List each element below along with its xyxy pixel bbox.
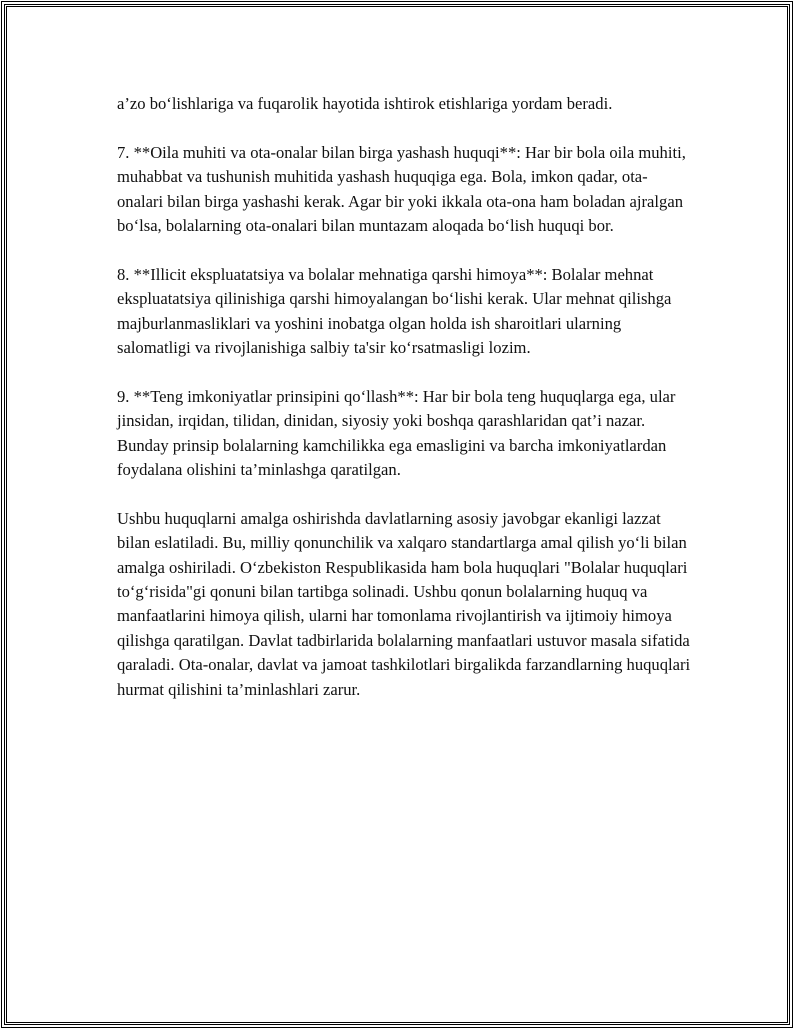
paragraph-continuation: a’zo bo‘lishlariga va fuqarolik hayotida ishtirok etishlariga yordam beradi. — [117, 94, 613, 113]
paragraph-item-8: 8. **Illicit ekspluatatsiya va bolalar mehnatiga qarshi himoya**: Bolalar mehnat ekspluatatsiya qilinishiga qarshi himoyalangan bo‘lishi kerak. Ular mehnat qilishga majburlanmasliklari va yoshini inobatga olgan holda ish sharoitlari ularning salomatligi va rivojlanishiga salbiy ta'sir ko‘rsatmasligi lozim. — [117, 264, 672, 358]
document-body — [117, 92, 692, 726]
paragraph-item-9: 9. **Teng imkoniyatlar prinsipini qo‘llash**: Har bir bola teng huquqlarga ega, ular jinsidan, irqidan, tilidan, dinidan, siyosiy yoki boshqa qarashlaridan qat’i nazar. Bunday prinsip bolalarning kamchilikka ega emasligini va barcha imkoniyatlardan foydalana olishini ta’minlashga qaratilgan. — [117, 386, 676, 480]
paragraph-conclusion: Ushbu huquqlarni amalga oshirishda davlatlarning asosiy javobgar ekanligi lazzat bilan eslatiladi. Bu, milliy qonunchilik va xalqaro standartlarga amal qilish yo‘li bilan amalga oshiriladi. O‘zbekiston Respublikasida ham bola huquqlari "Bolalar huquqlari to‘g‘risida"gi qonuni bilan tartibga solinadi. Ushbu qonun bolalarning huquq va manfaatlarini himoya qilish, ularni har tomonlama rivojlantirish va ijtimoiy himoya qilishga qaratilgan. Davlat tadbirlarida bolalarning manfaatlari ustuvor masala sifatida qaraladi. Ota-onalar, davlat va jamoat tashkilotlari birgalikda farzandlarning huquqlari hurmat qilishini ta’minlashlari zarur. — [117, 508, 691, 699]
paragraph-item-7: 7. **Oila muhiti va ota-onalar bilan birga yashash huquqi**: Har bir bola oila muhiti, muhabbat va tushunish muhitida yashash huquqiga ega. Bola, imkon qadar, ota-onalari bilan birga yashashi kerak. Agar bir yoki ikkala ota-ona ham boladan ajralgan bo‘lsa, bolalarning ota-onalari bilan muntazam aloqada bo‘lish huquqi bor. — [117, 142, 686, 236]
